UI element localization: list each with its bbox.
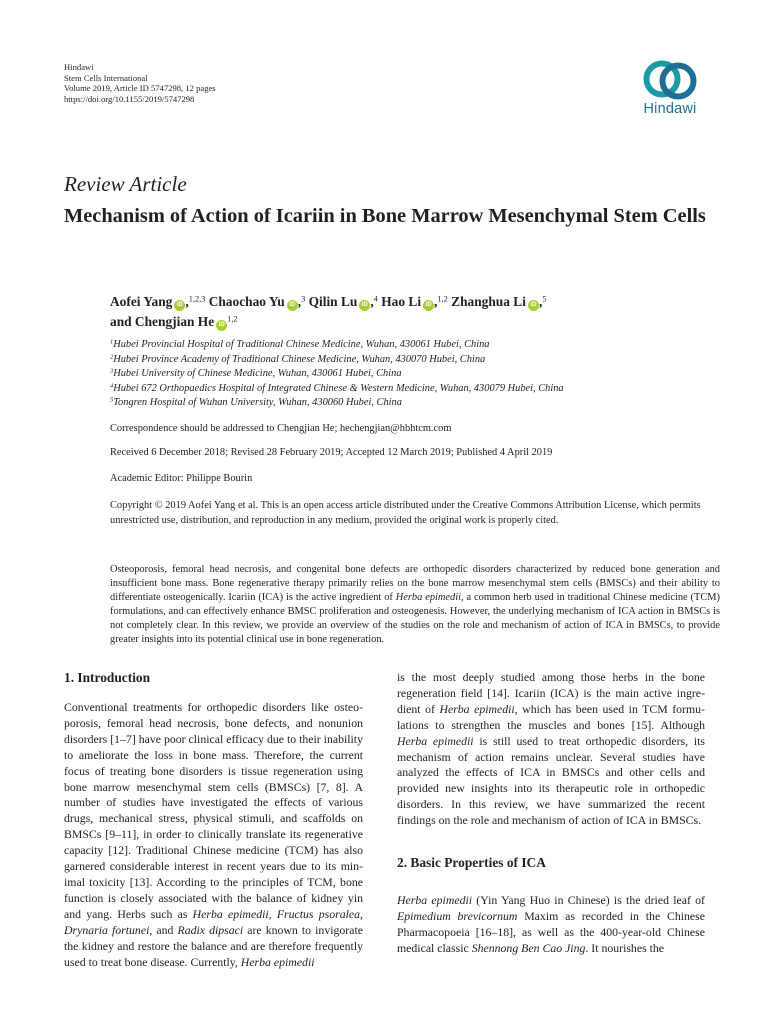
introduction-left-column <box>64 700 363 970</box>
abstract <box>110 563 720 646</box>
italic-term: Herba epimedii <box>397 893 473 907</box>
author-entry: Qilin Lu iD ,$^4$ <box>308 294 378 309</box>
italic-term: Drynaria fortunei <box>64 922 150 937</box>
section-heading-introduction: 1. Introduction <box>64 670 151 685</box>
hindawi-logo-icon <box>641 58 699 102</box>
article-dates: Received 6 December 2018; Revised 28 February 2019; Accepted 12 March 2019; Published 4 April 2019 <box>110 447 553 458</box>
author-affiliation-marker: 5 <box>542 294 547 304</box>
affiliation-number: 2 <box>110 353 114 361</box>
section-heading-basic-properties: 2. Basic Properties of ICA <box>397 855 546 870</box>
affiliation-number: 1 <box>110 338 114 346</box>
italic-term: Herba epimedii <box>240 954 315 969</box>
text-run: , which has been used in TCM formulations to strengthen the muscles and bones [15]. Although <box>397 701 705 732</box>
affiliation-text: Hubei 672 Orthopaedics Hospital of Integrated Chinese & Western Medicine, Wuhan, 430079 Hubei, China <box>113 382 564 394</box>
affiliation-text: Tongren Hospital of Wuhan University, Wuhan, 430060 Hubei, China <box>113 397 402 409</box>
text-run: Conventional treatments for orthopedic disorders like osteoporosis, femoral head necrosis, bone defects, and nonunion disorders [1–7] have poor clinical efficacy due to their inability to ameliorate the loss in bone mass. Therefore, the current focus of treating bone disorders is tissue regeneration using bone marrow mesenchymal stem cells (BMSCs) [7, 8]. A number of studies have investigated the effects of various drugs, mechanical stress, physical stimuli, and scaffolds on BMSCs [9–11], in order to clinically translate its regenerative capacity [12]. Traditional Chinese medicine (TCM) has also garnered considerable interest in recent years due to its minimal toxicity [13]. According to the principles of TCM, bone function is closely associated with the balance of kidney yin and yang. Herbs such as <box>64 700 363 921</box>
text-run: , a common herb used in traditional Chinese medicine (TCM) formulations, and can effectively enhance BMSC proliferation and osteogenesis. However, the underlying mechanism of ICA action in BMSCs is not completely clear. In this review, we provide an overview of the studies on the role and mechanism of action of ICA in BMSCs, to provide greater insights into its potential clinical use in bone regeneration. <box>110 591 720 645</box>
orcid-icon[interactable]: iD <box>287 300 298 311</box>
journal-info <box>64 62 216 104</box>
text-run: , <box>268 906 277 921</box>
italic-term: Herba epimedii <box>397 733 474 748</box>
text-run: . It nourishes the <box>585 940 665 955</box>
text-run: is still used to treat orthopedic disorders, its mechanism of action remains unclear. Several studies have analyzed the effects of ICA in BMSCs and other cells and provided new insights into its therapeutic role in orthopedic disorders. In this review, we have summarized the recent findings on the role and mechanism of action of ICA in BMSCs. <box>397 733 705 828</box>
article-type: Review Article <box>64 172 187 196</box>
affiliation-text: Hubei University of Chinese Medicine, Wuhan, 430061 Hubei, China <box>113 368 402 380</box>
text-run: are known to invigorate the kidney and restore the balance and are therefore frequently used to treat bone disease. Currently, <box>64 922 363 969</box>
affiliation-item <box>110 367 564 382</box>
author-name: Zhanghua Li <box>451 294 526 309</box>
author-affiliation-marker: 4 <box>373 294 378 304</box>
orcid-icon[interactable]: iD <box>423 300 434 311</box>
author-affiliation-marker: 1,2,3 <box>188 294 206 304</box>
affiliation-number: 5 <box>110 396 114 404</box>
author-name: and Chengjian He <box>110 313 215 329</box>
orcid-icon[interactable]: iD <box>174 300 185 311</box>
doi-link[interactable]: https://doi.org/10.1155/2019/5747298 <box>64 93 195 104</box>
text-run: Maxim as recorded in the Chinese Pharmacopoeia [16–18], as well as the 400-year-old Chinese medical classic <box>397 908 705 955</box>
affiliation-item <box>110 338 564 353</box>
author-list <box>110 292 720 331</box>
affiliation-text: Hubei Provincial Hospital of Traditional Chinese Medicine, Wuhan, 430061 Hubei, China <box>113 339 490 350</box>
author-entry: Chaochao Yu iD ,$^3$ <box>208 294 306 309</box>
italic-term: Fructus psoralea <box>276 906 361 921</box>
author-name: Hao Li <box>381 294 422 309</box>
copyright-notice: Copyright © 2019 Aofei Yang et al. This is an open access article distributed under the Creative Commons Attribution License, which permits unrestricted use, distribution, and reproduction in any medium, provided the original work is properly cited. <box>110 500 701 526</box>
italic-term: Herba epimedii <box>192 906 269 921</box>
academic-editor: Academic Editor: Philippe Bourin <box>110 473 253 484</box>
italic-term: Radix dipsaci <box>177 922 244 937</box>
orcid-icon[interactable]: iD <box>528 300 539 311</box>
italic-term: Shennong Ben Cao Jing <box>471 940 586 955</box>
author-entry: Aofei Yang iD ,$^{1,2,3}$ <box>110 294 206 309</box>
author-name: Aofei Yang <box>110 294 173 309</box>
text-run: , and <box>149 922 178 937</box>
italic-term: Epimedium brevicornum <box>397 908 518 923</box>
affiliation-item <box>110 382 564 397</box>
correspondence-line: Correspondence should be addressed to Chengjian He; hechengjian@hbhtcm.com <box>110 423 452 434</box>
affiliation-number: 4 <box>110 382 114 390</box>
orcid-icon[interactable]: iD <box>216 320 227 331</box>
text-run: is the most deeply studied among those herbs in the bone regeneration field [14]. Icariin (ICA) is the main active ingredient of <box>397 670 705 716</box>
affiliation-item <box>110 396 564 411</box>
author-entry: Zhanghua Li iD ,$^5$ <box>451 294 547 309</box>
journal-name: Stem Cells International <box>64 72 148 83</box>
author-entry: Hao Li iD ,$^{1,2}$ <box>381 294 448 309</box>
affiliation-text: Hubei Province Academy of Traditional Chinese Medicine, Wuhan, 430070 Hubei, China <box>113 353 486 365</box>
italic-term: Herba epimedii <box>439 701 515 716</box>
author-name: Qilin Lu <box>308 294 358 309</box>
paper-title: Mechanism of Action of Icariin in Bone Marrow Mesenchymal Stem Cells <box>64 205 706 227</box>
hindawi-logo[interactable] <box>633 58 707 117</box>
affiliation-list <box>110 338 564 411</box>
hindawi-logo-text: Hindawi <box>643 101 697 117</box>
text-run: Osteoporosis, femoral head necrosis, and congenital bone defects are orthopedic disorders characterized by reduced bone generation and insufficient bone mass. Bone regenerative therapy primarily relies on the bone marrow mesenchymal stem cells (BMSCs) and their ability to differentiate osteogenically. Icariin (ICA) is the active ingredient of <box>110 564 720 603</box>
author-affiliation-marker: 1,2 <box>227 313 238 323</box>
author-name: Chaochao Yu <box>208 294 285 309</box>
orcid-icon[interactable]: iD <box>359 300 370 311</box>
text-run: , <box>360 906 363 921</box>
basic-properties-text <box>397 893 705 957</box>
introduction-right-column <box>397 670 705 829</box>
volume-line: Volume 2019, Article ID 5747298, 12 pages <box>64 83 216 94</box>
affiliation-number: 3 <box>110 367 114 375</box>
author-affiliation-marker: 1,2 <box>437 294 448 304</box>
italic-term: Herba epimedii <box>395 591 461 603</box>
publisher-name: Hindawi <box>64 62 94 72</box>
author-affiliation-marker: 3 <box>301 294 306 304</box>
affiliation-item <box>110 353 564 368</box>
text-run: (Yin Yang Huo in Chinese) is the dried leaf of <box>472 893 705 907</box>
author-entry <box>110 314 238 329</box>
